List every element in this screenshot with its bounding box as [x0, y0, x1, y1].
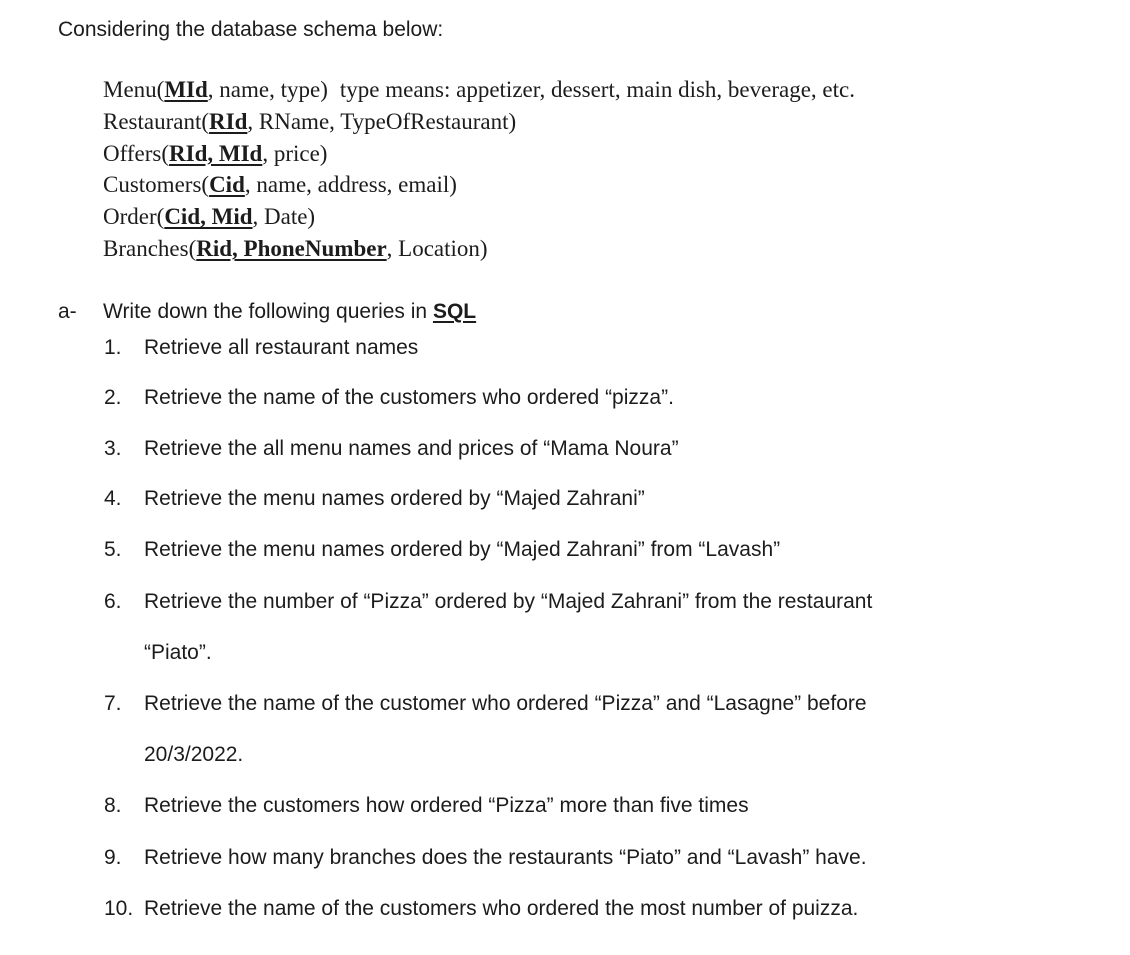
question-6-continuation: “Piato”. [144, 641, 212, 664]
question-text: Retrieve the customers how ordered “Pizza” more than five times [144, 794, 749, 817]
schema-attributes: , name, address, email) [244, 172, 457, 198]
question-number: 6. [104, 590, 122, 613]
schema-table-name: Menu [103, 77, 157, 102]
question-8 [104, 794, 749, 818]
schema-offers: Offers(RId, MId, price) [103, 140, 328, 166]
question-number: 1. [104, 336, 122, 359]
question-4 [104, 487, 645, 511]
schema-attributes: , Date) [252, 204, 316, 230]
question-text: Retrieve the number of “Pizza” ordered by “Majed Zahrani” from the restaurant [144, 590, 873, 613]
question-text: Retrieve how many branches does the restaurants “Piato” and “Lavash” have. [144, 846, 867, 869]
schema-primary-key: RId, MId [169, 140, 263, 166]
question-text: Retrieve the name of the customer who ordered “Pizza” and “Lasagne” before [144, 692, 867, 715]
section-marker: a- [58, 300, 77, 323]
schema-attributes: , name, type) [207, 77, 328, 102]
question-10 [104, 897, 858, 921]
question-number: 7. [104, 692, 122, 715]
question-text: Retrieve the all menu names and prices of “Mama Noura” [144, 437, 679, 460]
schema-primary-key: Rid, PhoneNumber [196, 235, 387, 261]
question-number: 3. [104, 437, 122, 460]
question-text: Retrieve all restaurant names [144, 336, 419, 359]
question-5 [104, 538, 780, 562]
question-number: 8. [104, 794, 122, 817]
question-number: 10. [104, 897, 134, 920]
schema-attributes: , price) [262, 140, 328, 166]
schema-menu: Menu(MId, name, type) type means: appetizer, dessert, main dish, beverage, etc. [103, 77, 855, 102]
schema-attributes: , RName, TypeOfRestaurant) [247, 108, 517, 134]
section-a-heading [58, 300, 476, 324]
schema-restaurant: Restaurant(RId, RName, TypeOfRestaurant) [103, 108, 517, 134]
schema-table-name: Customers [103, 172, 202, 198]
question-3 [104, 437, 679, 461]
schema-note: type means: appetizer, dessert, main dish, beverage, etc. [339, 77, 855, 102]
schema-attributes: , Location) [386, 235, 488, 261]
section-text: Write down the following queries in [103, 300, 433, 323]
question-text: Retrieve the name of the customers who ordered “pizza”. [144, 386, 674, 409]
question-text: Retrieve the menu names ordered by “Majed Zahrani” [144, 487, 645, 510]
question-2 [104, 386, 674, 410]
question-7-continuation: 20/3/2022. [144, 743, 244, 766]
question-text: Retrieve the name of the customers who ordered the most number of puizza. [144, 897, 859, 920]
schema-primary-key: Cid, Mid [164, 204, 253, 230]
intro-text: Considering the database schema below: [58, 18, 444, 41]
question-number: 5. [104, 538, 122, 561]
schema-table-name: Offers [103, 140, 162, 166]
section-emphasis: SQL [432, 300, 477, 323]
question-text: Retrieve the menu names ordered by “Majed Zahrani” from “Lavash” [144, 538, 781, 561]
schema-list [103, 74, 855, 265]
schema-table-name: Branches [103, 235, 189, 261]
schema-primary-key: Cid [209, 172, 245, 198]
schema-primary-key: RId [209, 108, 248, 134]
question-9 [104, 846, 867, 870]
question-number: 2. [104, 386, 122, 409]
schema-primary-key: MId [164, 77, 208, 102]
schema-table-name: Order [103, 204, 157, 230]
question-1 [104, 336, 418, 360]
question-number: 9. [104, 846, 122, 869]
question-number: 4. [104, 487, 122, 510]
question-7 [104, 692, 867, 716]
schema-table-name: Restaurant [103, 108, 202, 134]
question-6 [104, 590, 872, 614]
schema-customers: Customers(Cid, name, address, email) [103, 172, 457, 198]
schema-branches: Branches(Rid, PhoneNumber, Location) [103, 235, 488, 261]
schema-order: Order(Cid, Mid, Date) [103, 204, 316, 230]
